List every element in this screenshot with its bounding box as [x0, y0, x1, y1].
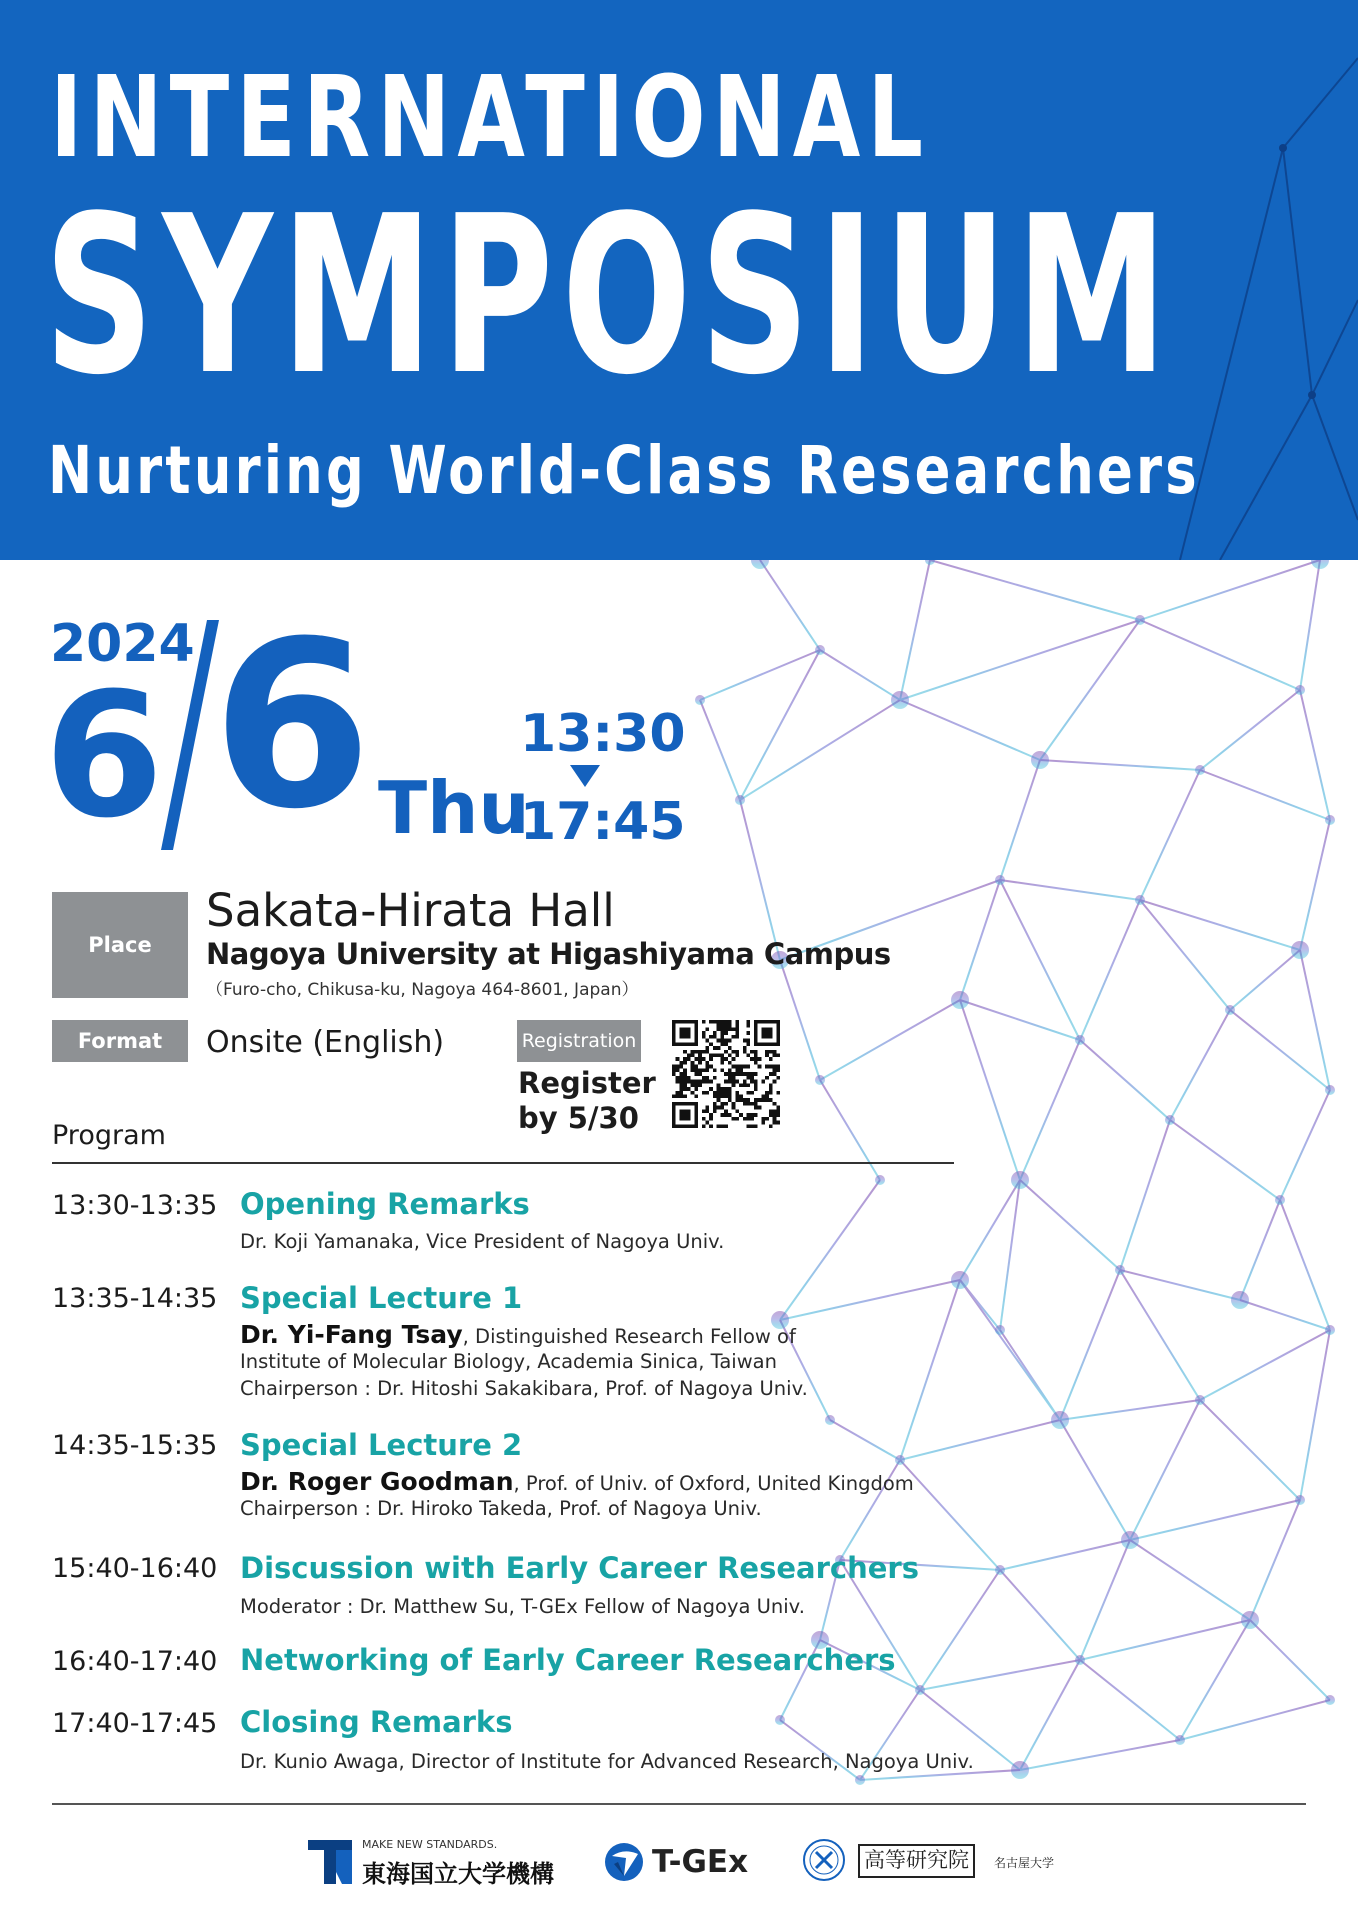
program-title: Networking of Early Career Researchers: [240, 1643, 896, 1677]
program-time: 14:35-15:35: [52, 1430, 218, 1461]
program-top-divider: [52, 1162, 954, 1164]
program-speaker-line: Dr. Yi-Fang Tsay, Distinguished Research Fellow of: [240, 1320, 796, 1349]
venue-hall: Sakata-Hirata Hall: [206, 884, 615, 937]
title-subtitle: Nurturing World-Class Researchers: [48, 432, 1200, 509]
speaker-name: Dr. Yi-Fang Tsay: [240, 1320, 463, 1349]
speaker-name: Dr. Roger Goodman: [240, 1467, 514, 1496]
thers-mark-icon: [308, 1840, 352, 1884]
program-time: 17:40-17:45: [52, 1708, 218, 1739]
tgex-mark-icon: [604, 1842, 644, 1882]
program-heading: Program: [52, 1120, 166, 1151]
program-chairperson: Chairperson : Dr. Hiroko Takeda, Prof. of Nagoya Univ.: [240, 1497, 762, 1520]
program-time: 16:40-17:40: [52, 1646, 218, 1677]
program-detail: Institute of Molecular Biology, Academia Sinica, Taiwan: [240, 1350, 777, 1373]
tgex-logo[interactable]: T-GEx: [604, 1842, 764, 1884]
program-detail: Dr. Kunio Awaga, Director of Institute for Advanced Research, Nagoya Univ.: [240, 1750, 974, 1773]
program-title: Discussion with Early Career Researchers: [240, 1551, 919, 1585]
event-day: 6: [212, 593, 367, 860]
program-title: Closing Remarks: [240, 1705, 513, 1739]
venue-university: Nagoya University at Higashiyama Campus: [206, 937, 891, 971]
program-detail: Dr. Koji Yamanaka, Vice President of Nagoya Univ.: [240, 1230, 725, 1253]
program-title: Special Lecture 2: [240, 1428, 523, 1462]
program-title: Special Lecture 1: [240, 1281, 523, 1315]
event-month: 6: [44, 655, 160, 856]
program-title: Opening Remarks: [240, 1187, 530, 1221]
program-moderator: Moderator : Dr. Matthew Su, T-GEx Fellow of Nagoya Univ.: [240, 1595, 805, 1618]
iar-seal-icon: [802, 1838, 846, 1882]
program-speaker-line: Dr. Roger Goodman, Prof. of Univ. of Oxford, United Kingdom: [240, 1467, 914, 1496]
program-bottom-divider: [52, 1803, 1306, 1805]
program-time: 13:30-13:35: [52, 1190, 218, 1221]
venue-address: （Furo-cho, Chikusa-ku, Nagoya 464-8601, Japan）: [206, 980, 639, 1000]
iar-name-box: 高等研究院: [858, 1844, 975, 1878]
program-chairperson: Chairperson : Dr. Hitoshi Sakakibara, Prof. of Nagoya Univ.: [240, 1377, 808, 1400]
registration-qr-code[interactable]: [672, 1020, 780, 1128]
event-weekday: Thu: [378, 766, 530, 850]
iar-logo[interactable]: 高等研究院 名古屋大学: [802, 1838, 1062, 1888]
event-start-time: 13:30: [520, 704, 686, 764]
down-triangle-icon: [570, 765, 600, 787]
place-label: Place: [52, 892, 188, 998]
event-year: 2024: [50, 614, 195, 674]
title-banner: [0, 0, 1358, 560]
program-time: 15:40-16:40: [52, 1553, 218, 1584]
program-time: 13:35-14:35: [52, 1283, 218, 1314]
title-symposium: SYMPOSIUM: [44, 170, 1176, 423]
registration-deadline: Register by 5/30: [518, 1066, 656, 1135]
registration-label: Registration: [517, 1020, 641, 1062]
thers-logo[interactable]: MAKE NEW STANDARDS. 東海国立大学機構: [308, 1838, 578, 1884]
format-value: Onsite (English): [206, 1025, 445, 1060]
format-label: Format: [52, 1020, 188, 1062]
title-international: INTERNATIONAL: [50, 53, 931, 183]
event-end-time: 17:45: [520, 792, 686, 852]
